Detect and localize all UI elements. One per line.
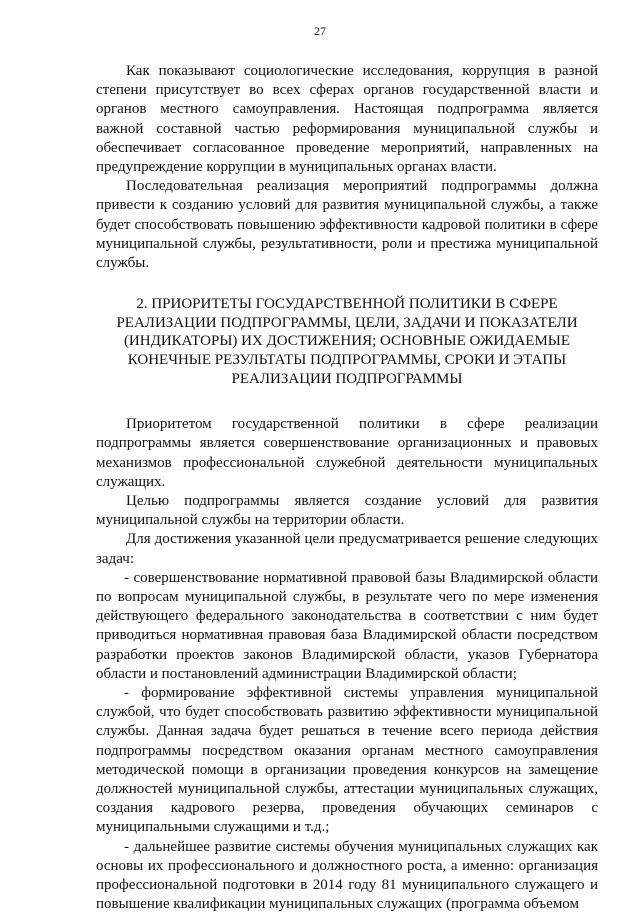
section-heading: 2. ПРИОРИТЕТЫ ГОСУДАРСТВЕННОЙ ПОЛИТИКИ В СФЕРЕ РЕАЛИЗАЦИИ ПОДПРОГРАММЫ, ЦЕЛИ, ЗАДАЧИ И ПОКАЗАТЕЛИ (ИНДИКАТОРЫ) ИХ ДОСТИЖЕНИЯ; ОСНОВНЫЕ ОЖИДАЕМЫЕ КОНЕЧНЫЕ РЕЗУЛЬТАТЫ ПОДПРОГРАММЫ, СРОКИ И ЭТАПЫ РЕАЛИЗАЦИИ ПОДПРОГРАММЫ — [116, 296, 578, 387]
page-body — [96, 62, 598, 914]
body-paragraph: Для достижения указанной цели предусматривается решение следующих задач: — [96, 531, 598, 567]
spacer — [96, 273, 598, 295]
page-number: 27 — [314, 24, 326, 38]
task-list-item: - совершенствование нормативной правовой базы Владимирской области по вопросам муниципальной службы, в результате чего по мере изменения действующего федерального законодательства в соответствии с ним будет приводиться нормативная правовая база Владимирской области посредством разработки проектов законов Владимирской области, указов Губернатора области и постановлений администрации Владимирской области; — [96, 569, 598, 682]
task-list-item: - дальнейшее развитие системы обучения муниципальных служащих как основы их профессионального и должностного роста, а именно: организация профессиональной подготовки в 2014 году 81 муниципального служащего и повышение квалификации муниципальных служащих (программа объемом — [96, 838, 598, 913]
intro-paragraph: Как показывают социологические исследования, коррупция в разной степени присутствует во всех сферах органов государственной власти и органов местного самоуправления. Настоящая подпрограмма является важной составной частью реформирования муниципальной службы и обеспечивает согласованное проведение мероприятий, направленных на предупреждение коррупции в муниципальных органах власти. — [96, 63, 598, 176]
task-list-item: - формирование эффективной системы управления муниципальной службой, что будет способствовать развитию эффективности муниципальной службы. Данная задача будет решаться в течение всего периода действия подпрограммы посредством оказания органам местного самоуправления методической помощи в организации проведения конкурсов на замещение должностей муниципальной службы, аттестации муниципальных служащих, создания кадрового резерва, проведения обучающих семинаров с муниципальными служащими и т.д.; — [96, 685, 598, 836]
body-paragraph: Приоритетом государственной политики в сфере реализации подпрограммы является совершенствование организационных и правовых механизмов профессиональной служебной деятельности муниципальных служащих. — [96, 416, 598, 490]
body-paragraph: Целью подпрограммы является создание условий для развития муниципальной службы на территории области. — [96, 493, 598, 529]
spacer — [96, 388, 598, 415]
intro-paragraph: Последовательная реализация мероприятий подпрограммы должна привести к созданию условий для развития муниципальной службы, а также будет способствовать повышению эффективности кадровой политики в сфере муниципальной службы, результативности, роли и престижа муниципальной службы. — [96, 178, 598, 272]
